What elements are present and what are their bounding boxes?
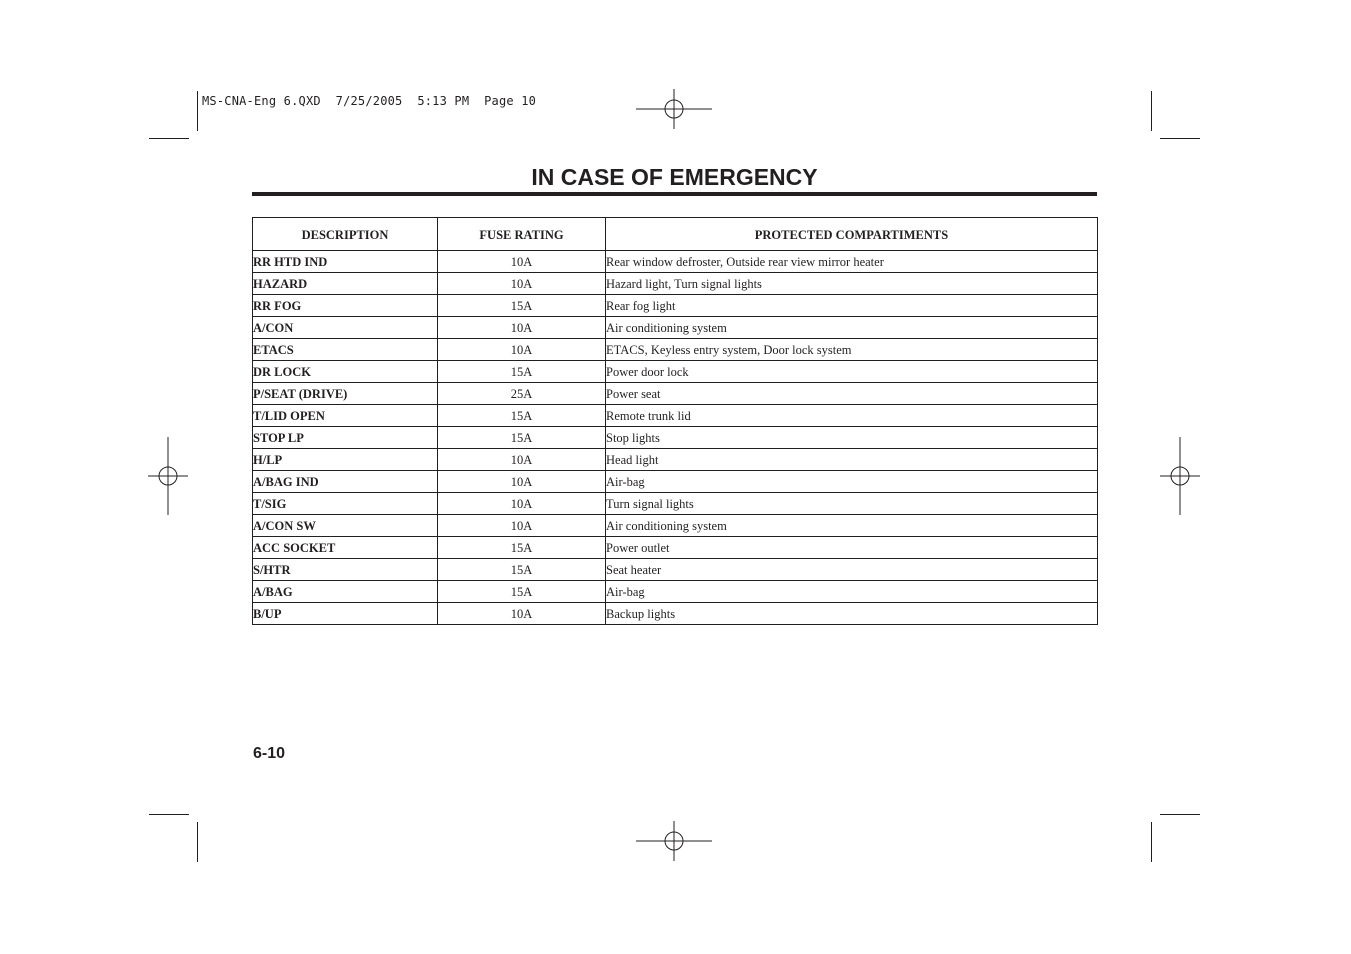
table-row xyxy=(253,581,1098,603)
page-title: IN CASE OF EMERGENCY xyxy=(531,164,818,190)
protected-compartiment: Air-bag xyxy=(606,471,1098,493)
table-row xyxy=(253,559,1098,581)
fuse-rating: 10A xyxy=(438,471,606,493)
registration-mark-bottom xyxy=(634,821,714,861)
table-row xyxy=(253,493,1098,515)
fuse-rating: 15A xyxy=(438,405,606,427)
table-row xyxy=(253,405,1098,427)
protected-compartiment: Remote trunk lid xyxy=(606,405,1098,427)
table-row xyxy=(253,603,1098,625)
fuse-rating: 15A xyxy=(438,427,606,449)
crop-mark-bottom-left-horizontal xyxy=(149,814,189,815)
fuse-description: DR LOCK xyxy=(253,361,438,383)
table-row xyxy=(253,515,1098,537)
fuse-description: H/LP xyxy=(253,449,438,471)
fuse-description: RR FOG xyxy=(253,295,438,317)
protected-compartiment: Turn signal lights xyxy=(606,493,1098,515)
fuse-description: ACC SOCKET xyxy=(253,537,438,559)
crop-mark-bottom-right-vertical xyxy=(1151,822,1152,862)
print-slug-line: MS-CNA-Eng 6.QXD 7/25/2005 5:13 PM Page 10 xyxy=(202,94,537,108)
registration-mark-left xyxy=(148,437,188,515)
protected-compartiment: Hazard light, Turn signal lights xyxy=(606,273,1098,295)
fuse-rating: 10A xyxy=(438,251,606,273)
fuse-rating: 15A xyxy=(438,361,606,383)
table-row xyxy=(253,383,1098,405)
fuse-rating: 10A xyxy=(438,273,606,295)
fuse-description: S/HTR xyxy=(253,559,438,581)
fuse-description: T/SIG xyxy=(253,493,438,515)
fuse-rating: 15A xyxy=(438,559,606,581)
header-fuse-rating: FUSE RATING xyxy=(438,218,606,251)
protected-compartiment: Power seat xyxy=(606,383,1098,405)
crop-mark-bottom-right-horizontal xyxy=(1160,814,1200,815)
crop-mark-top-left-vertical xyxy=(197,91,198,131)
protected-compartiment: Power outlet xyxy=(606,537,1098,559)
fuse-description: HAZARD xyxy=(253,273,438,295)
table-row xyxy=(253,427,1098,449)
protected-compartiment: Rear fog light xyxy=(606,295,1098,317)
fuse-description: A/BAG xyxy=(253,581,438,603)
page-number: 6-10 xyxy=(253,745,286,762)
crop-mark-top-left-horizontal xyxy=(149,138,189,139)
fuse-description: P/SEAT (DRIVE) xyxy=(253,383,438,405)
protected-compartiment: Air conditioning system xyxy=(606,515,1098,537)
title-rule xyxy=(252,192,1097,196)
protected-compartiment: Seat heater xyxy=(606,559,1098,581)
fuse-rating: 10A xyxy=(438,317,606,339)
table-header-row xyxy=(253,218,1098,251)
crop-mark-top-right-vertical xyxy=(1151,91,1152,131)
table-row xyxy=(253,537,1098,559)
protected-compartiment: Head light xyxy=(606,449,1098,471)
fuse-rating: 10A xyxy=(438,339,606,361)
fuse-table xyxy=(252,217,1098,625)
fuse-rating: 15A xyxy=(438,537,606,559)
protected-compartiment: Stop lights xyxy=(606,427,1098,449)
table-row xyxy=(253,449,1098,471)
table-row xyxy=(253,273,1098,295)
protected-compartiment: Rear window defroster, Outside rear view mirror heater xyxy=(606,251,1098,273)
fuse-rating: 10A xyxy=(438,449,606,471)
fuse-description: B/UP xyxy=(253,603,438,625)
fuse-description: STOP LP xyxy=(253,427,438,449)
fuse-rating: 15A xyxy=(438,295,606,317)
fuse-description: A/CON xyxy=(253,317,438,339)
crop-mark-top-right-horizontal xyxy=(1160,138,1200,139)
protected-compartiment: ETACS, Keyless entry system, Door lock system xyxy=(606,339,1098,361)
protected-compartiment: Backup lights xyxy=(606,603,1098,625)
table-row xyxy=(253,339,1098,361)
protected-compartiment: Air conditioning system xyxy=(606,317,1098,339)
header-description: DESCRIPTION xyxy=(253,218,438,251)
fuse-rating: 10A xyxy=(438,493,606,515)
fuse-rating: 15A xyxy=(438,581,606,603)
table-row xyxy=(253,317,1098,339)
registration-mark-top xyxy=(634,89,714,129)
table-row xyxy=(253,251,1098,273)
fuse-rating: 10A xyxy=(438,515,606,537)
table-row xyxy=(253,471,1098,493)
fuse-description: A/CON SW xyxy=(253,515,438,537)
header-protected-compartiments: PROTECTED COMPARTIMENTS xyxy=(606,218,1098,251)
registration-mark-right xyxy=(1160,437,1200,515)
table-row xyxy=(253,361,1098,383)
fuse-rating: 10A xyxy=(438,603,606,625)
fuse-description: T/LID OPEN xyxy=(253,405,438,427)
crop-mark-bottom-left-vertical xyxy=(197,822,198,862)
fuse-description: A/BAG IND xyxy=(253,471,438,493)
fuse-description: ETACS xyxy=(253,339,438,361)
protected-compartiment: Power door lock xyxy=(606,361,1098,383)
table-row xyxy=(253,295,1098,317)
fuse-description: RR HTD IND xyxy=(253,251,438,273)
fuse-rating: 25A xyxy=(438,383,606,405)
protected-compartiment: Air-bag xyxy=(606,581,1098,603)
